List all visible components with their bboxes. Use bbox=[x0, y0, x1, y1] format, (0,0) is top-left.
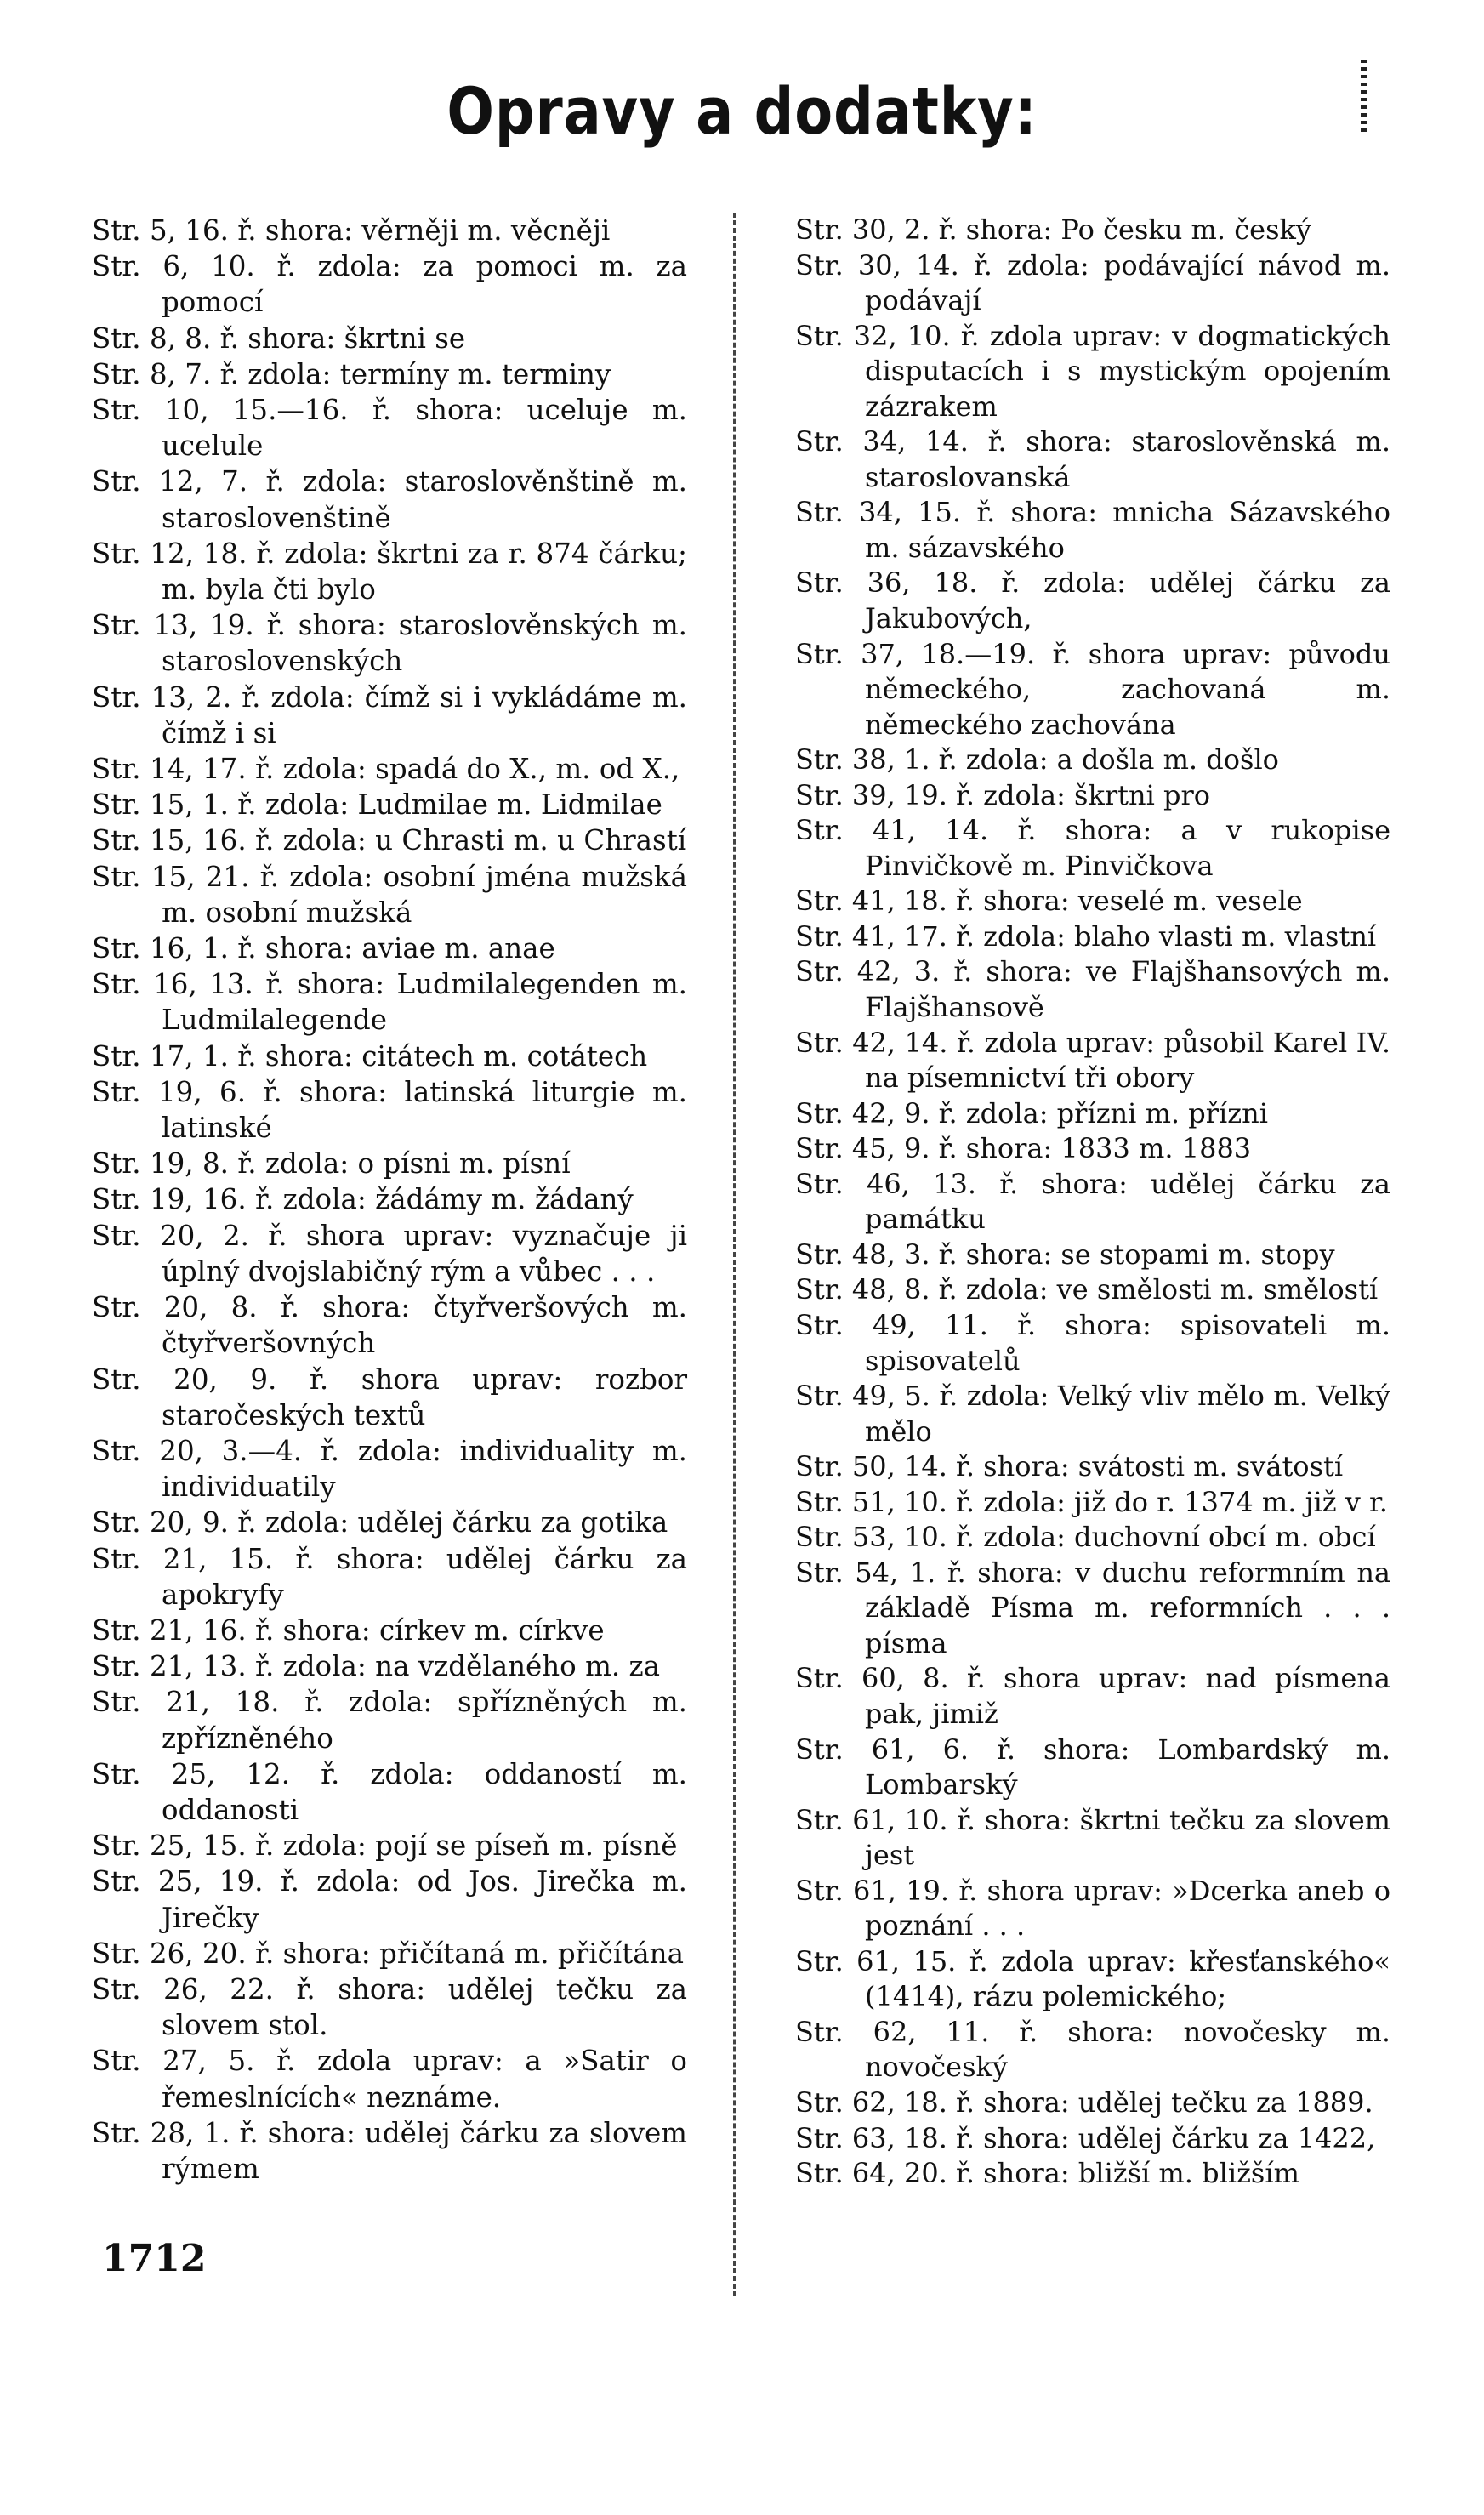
corner-mark bbox=[1361, 60, 1367, 136]
correction-entry: Str. 19, 8. ř. zdola: o písni m. písní bbox=[92, 1147, 571, 1181]
correction-entry: Str. 34, 14. ř. shora: staroslověnská m. staroslovanská bbox=[795, 425, 1390, 493]
correction-entry: Str. 32, 10. ř. zdola uprav: v dogmatických disputacích i s mystickým opojením zázrakem bbox=[795, 319, 1390, 423]
correction-entry: Str. 16, 1. ř. shora: aviae m. anae bbox=[92, 932, 555, 965]
correction-entry: Str. 21, 15. ř. shora: udělej čárku za apokryfy bbox=[92, 1542, 687, 1611]
correction-entry: Str. 20, 9. ř. zdola: udělej čárku za gotika bbox=[92, 1506, 668, 1539]
correction-entry: Str. 5, 16. ř. shora: věrněji m. věcněji bbox=[92, 214, 611, 247]
correction-entry: Str. 20, 2. ř. shora uprav: vyznačuje ji úplný dvojslabičný rým a vůbec . . . bbox=[92, 1219, 687, 1288]
correction-entry: Str. 8, 8. ř. shora: škrtni se bbox=[92, 321, 466, 355]
correction-entry: Str. 60, 8. ř. shora uprav: nad písmena pak, jimiž bbox=[795, 1662, 1390, 1730]
correction-entry: Str. 25, 12. ř. zdola: oddaností m. oddanosti bbox=[92, 1757, 687, 1826]
correction-entry: Str. 15, 21. ř. zdola: osobní jména mužská m. osobní mužská bbox=[92, 860, 687, 929]
correction-entry: Str. 61, 19. ř. shora uprav: »Dcerka aneb o poznání . . . bbox=[795, 1874, 1390, 1943]
correction-entry: Str. 6, 10. ř. zdola: za pomoci m. za pomocí bbox=[92, 250, 687, 319]
correction-entry: Str. 41, 17. ř. zdola: blaho vlasti m. vlastní bbox=[795, 919, 1377, 953]
correction-entry: Str. 20, 9. ř. shora uprav: rozbor staročeských textů bbox=[92, 1363, 687, 1431]
correction-entry: Str. 13, 19. ř. shora: staroslověnských m. staroslovenských bbox=[92, 609, 687, 678]
correction-entry: Str. 62, 11. ř. shora: novočesky m. novočeský bbox=[795, 2015, 1390, 2084]
correction-entry: Str. 19, 6. ř. shora: latinská liturgie m. latinské bbox=[92, 1075, 687, 1145]
correction-entry: Str. 41, 18. ř. shora: veselé m. vesele bbox=[795, 885, 1303, 918]
correction-entry: Str. 26, 22. ř. shora: udělej tečku za slovem stol. bbox=[92, 1972, 687, 2042]
correction-entry: Str. 12, 7. ř. zdola: staroslověnštině m. staroslovenštině bbox=[92, 465, 687, 534]
correction-entry: Str. 38, 1. ř. zdola: a došla m. došlo bbox=[795, 743, 1279, 777]
correction-entry: Str. 8, 7. ř. zdola: termíny m. terminy bbox=[92, 357, 611, 390]
correction-entry: Str. 61, 6. ř. shora: Lombardský m. Lombarský bbox=[795, 1733, 1390, 1801]
correction-entry: Str. 34, 15. ř. shora: mnicha Sázavského m. sázavského bbox=[795, 496, 1390, 564]
correction-entry: Str. 10, 15.—16. ř. shora: uceluje m. ucelule bbox=[92, 394, 687, 463]
correction-entry: Str. 30, 2. ř. shora: Po česku m. český bbox=[795, 213, 1311, 246]
correction-entry: Str. 12, 18. ř. zdola: škrtni za r. 874 čárku; m. byla čti bylo bbox=[92, 537, 687, 606]
correction-entry: Str. 48, 3. ř. shora: se stopami m. stopy bbox=[795, 1238, 1335, 1271]
correction-entry: Str. 61, 15. ř. zdola uprav: křesťanského« (1414), rázu polemického; bbox=[795, 1944, 1390, 2013]
correction-entry: Str. 41, 14. ř. shora: a v rukopise Pinvičkově m. Pinvičkova bbox=[795, 814, 1390, 882]
correction-entry: Str. 36, 18. ř. zdola: udělej čárku za Jakubových, bbox=[795, 566, 1390, 635]
correction-entry: Str. 49, 11. ř. shora: spisovateli m. spisovatelů bbox=[795, 1308, 1390, 1377]
page-number: 1712 bbox=[102, 2237, 207, 2280]
right-column bbox=[795, 213, 1390, 2192]
correction-entry: Str. 30, 14. ř. zdola: podávající návod m. podávají bbox=[795, 248, 1390, 317]
correction-entry: Str. 45, 9. ř. shora: 1833 m. 1883 bbox=[795, 1132, 1252, 1165]
correction-entry: Str. 17, 1. ř. shora: citátech m. cotátech bbox=[92, 1039, 648, 1073]
correction-entry: Str. 42, 9. ř. zdola: přízni m. přízni bbox=[795, 1096, 1268, 1129]
page-title: Opravy a dodatky: bbox=[446, 73, 1038, 149]
correction-entry: Str. 48, 8. ř. zdola: ve smělosti m. smělostí bbox=[795, 1273, 1379, 1306]
correction-entry: Str. 14, 17. ř. zdola: spadá do X., m. od X., bbox=[92, 753, 680, 786]
correction-entry: Str. 46, 13. ř. shora: udělej čárku za památku bbox=[795, 1167, 1390, 1236]
correction-entry: Str. 16, 13. ř. shora: Ludmilalegenden m. Ludmilalegende bbox=[92, 968, 687, 1037]
correction-entry: Str. 54, 1. ř. shora: v duchu reformním na základě Písma m. reformních . . . písma bbox=[795, 1556, 1390, 1659]
correction-entry: Str. 64, 20. ř. shora: bližší m. bližším bbox=[795, 2157, 1299, 2190]
correction-entry: Str. 39, 19. ř. zdola: škrtni pro bbox=[795, 778, 1211, 811]
correction-entry: Str. 21, 18. ř. zdola: spřízněných m. zpřízněného bbox=[92, 1686, 687, 1755]
correction-entry: Str. 42, 3. ř. shora: ve Flajšhansových m. Flajšhansově bbox=[795, 955, 1390, 1024]
correction-entry: Str. 63, 18. ř. shora: udělej čárku za 1422, bbox=[795, 2121, 1376, 2154]
correction-entry: Str. 25, 19. ř. zdola: od Jos. Jirečka m. Jirečky bbox=[92, 1865, 687, 1934]
column-divider bbox=[733, 213, 736, 2296]
correction-entry: Str. 20, 8. ř. shora: čtyřveršových m. čtyřveršovných bbox=[92, 1291, 687, 1360]
correction-entry: Str. 28, 1. ř. shora: udělej čárku za slovem rýmem bbox=[92, 2116, 687, 2185]
correction-entry: Str. 53, 10. ř. zdola: duchovní obcí m. obcí bbox=[795, 1521, 1376, 1554]
correction-entry: Str. 62, 18. ř. shora: udělej tečku za 1889. bbox=[795, 2085, 1373, 2119]
left-column bbox=[92, 213, 687, 2187]
correction-entry: Str. 21, 13. ř. zdola: na vzdělaného m. za bbox=[92, 1650, 661, 1683]
correction-entry: Str. 27, 5. ř. zdola uprav: a »Satir o řemeslnících« neznáme. bbox=[92, 2045, 687, 2114]
correction-entry: Str. 49, 5. ř. zdola: Velký vliv mělo m. Velký mělo bbox=[795, 1380, 1390, 1448]
correction-entry: Str. 50, 14. ř. shora: svátosti m. svátostí bbox=[795, 1450, 1344, 1483]
correction-entry: Str. 15, 16. ř. zdola: u Chrasti m. u Chrastí bbox=[92, 824, 687, 857]
correction-entry: Str. 13, 2. ř. zdola: čímž si i vykládáme m. čímž i si bbox=[92, 680, 687, 749]
correction-entry: Str. 25, 15. ř. zdola: pojí se píseň m. písně bbox=[92, 1829, 678, 1863]
correction-entry: Str. 37, 18.—19. ř. shora uprav: původu německého, zachovaná m. německého zachována bbox=[795, 637, 1390, 741]
correction-entry: Str. 21, 16. ř. shora: církev m. církve bbox=[92, 1613, 605, 1647]
correction-entry: Str. 26, 20. ř. shora: přičítaná m. přičítána bbox=[92, 1937, 684, 1970]
correction-entry: Str. 15, 1. ř. zdola: Ludmilae m. Lidmilae bbox=[92, 788, 662, 822]
correction-entry: Str. 20, 3.—4. ř. zdola: individuality m. individuatily bbox=[92, 1434, 687, 1504]
correction-entry: Str. 51, 10. ř. zdola: již do r. 1374 m. již v r. bbox=[795, 1485, 1388, 1518]
correction-entry: Str. 42, 14. ř. zdola uprav: působil Karel IV. na písemnictví tři obory bbox=[795, 1026, 1390, 1095]
correction-entry: Str. 19, 16. ř. zdola: žádámy m. žádaný bbox=[92, 1183, 634, 1216]
correction-entry: Str. 61, 10. ř. shora: škrtni tečku za slovem jest bbox=[795, 1803, 1390, 1872]
